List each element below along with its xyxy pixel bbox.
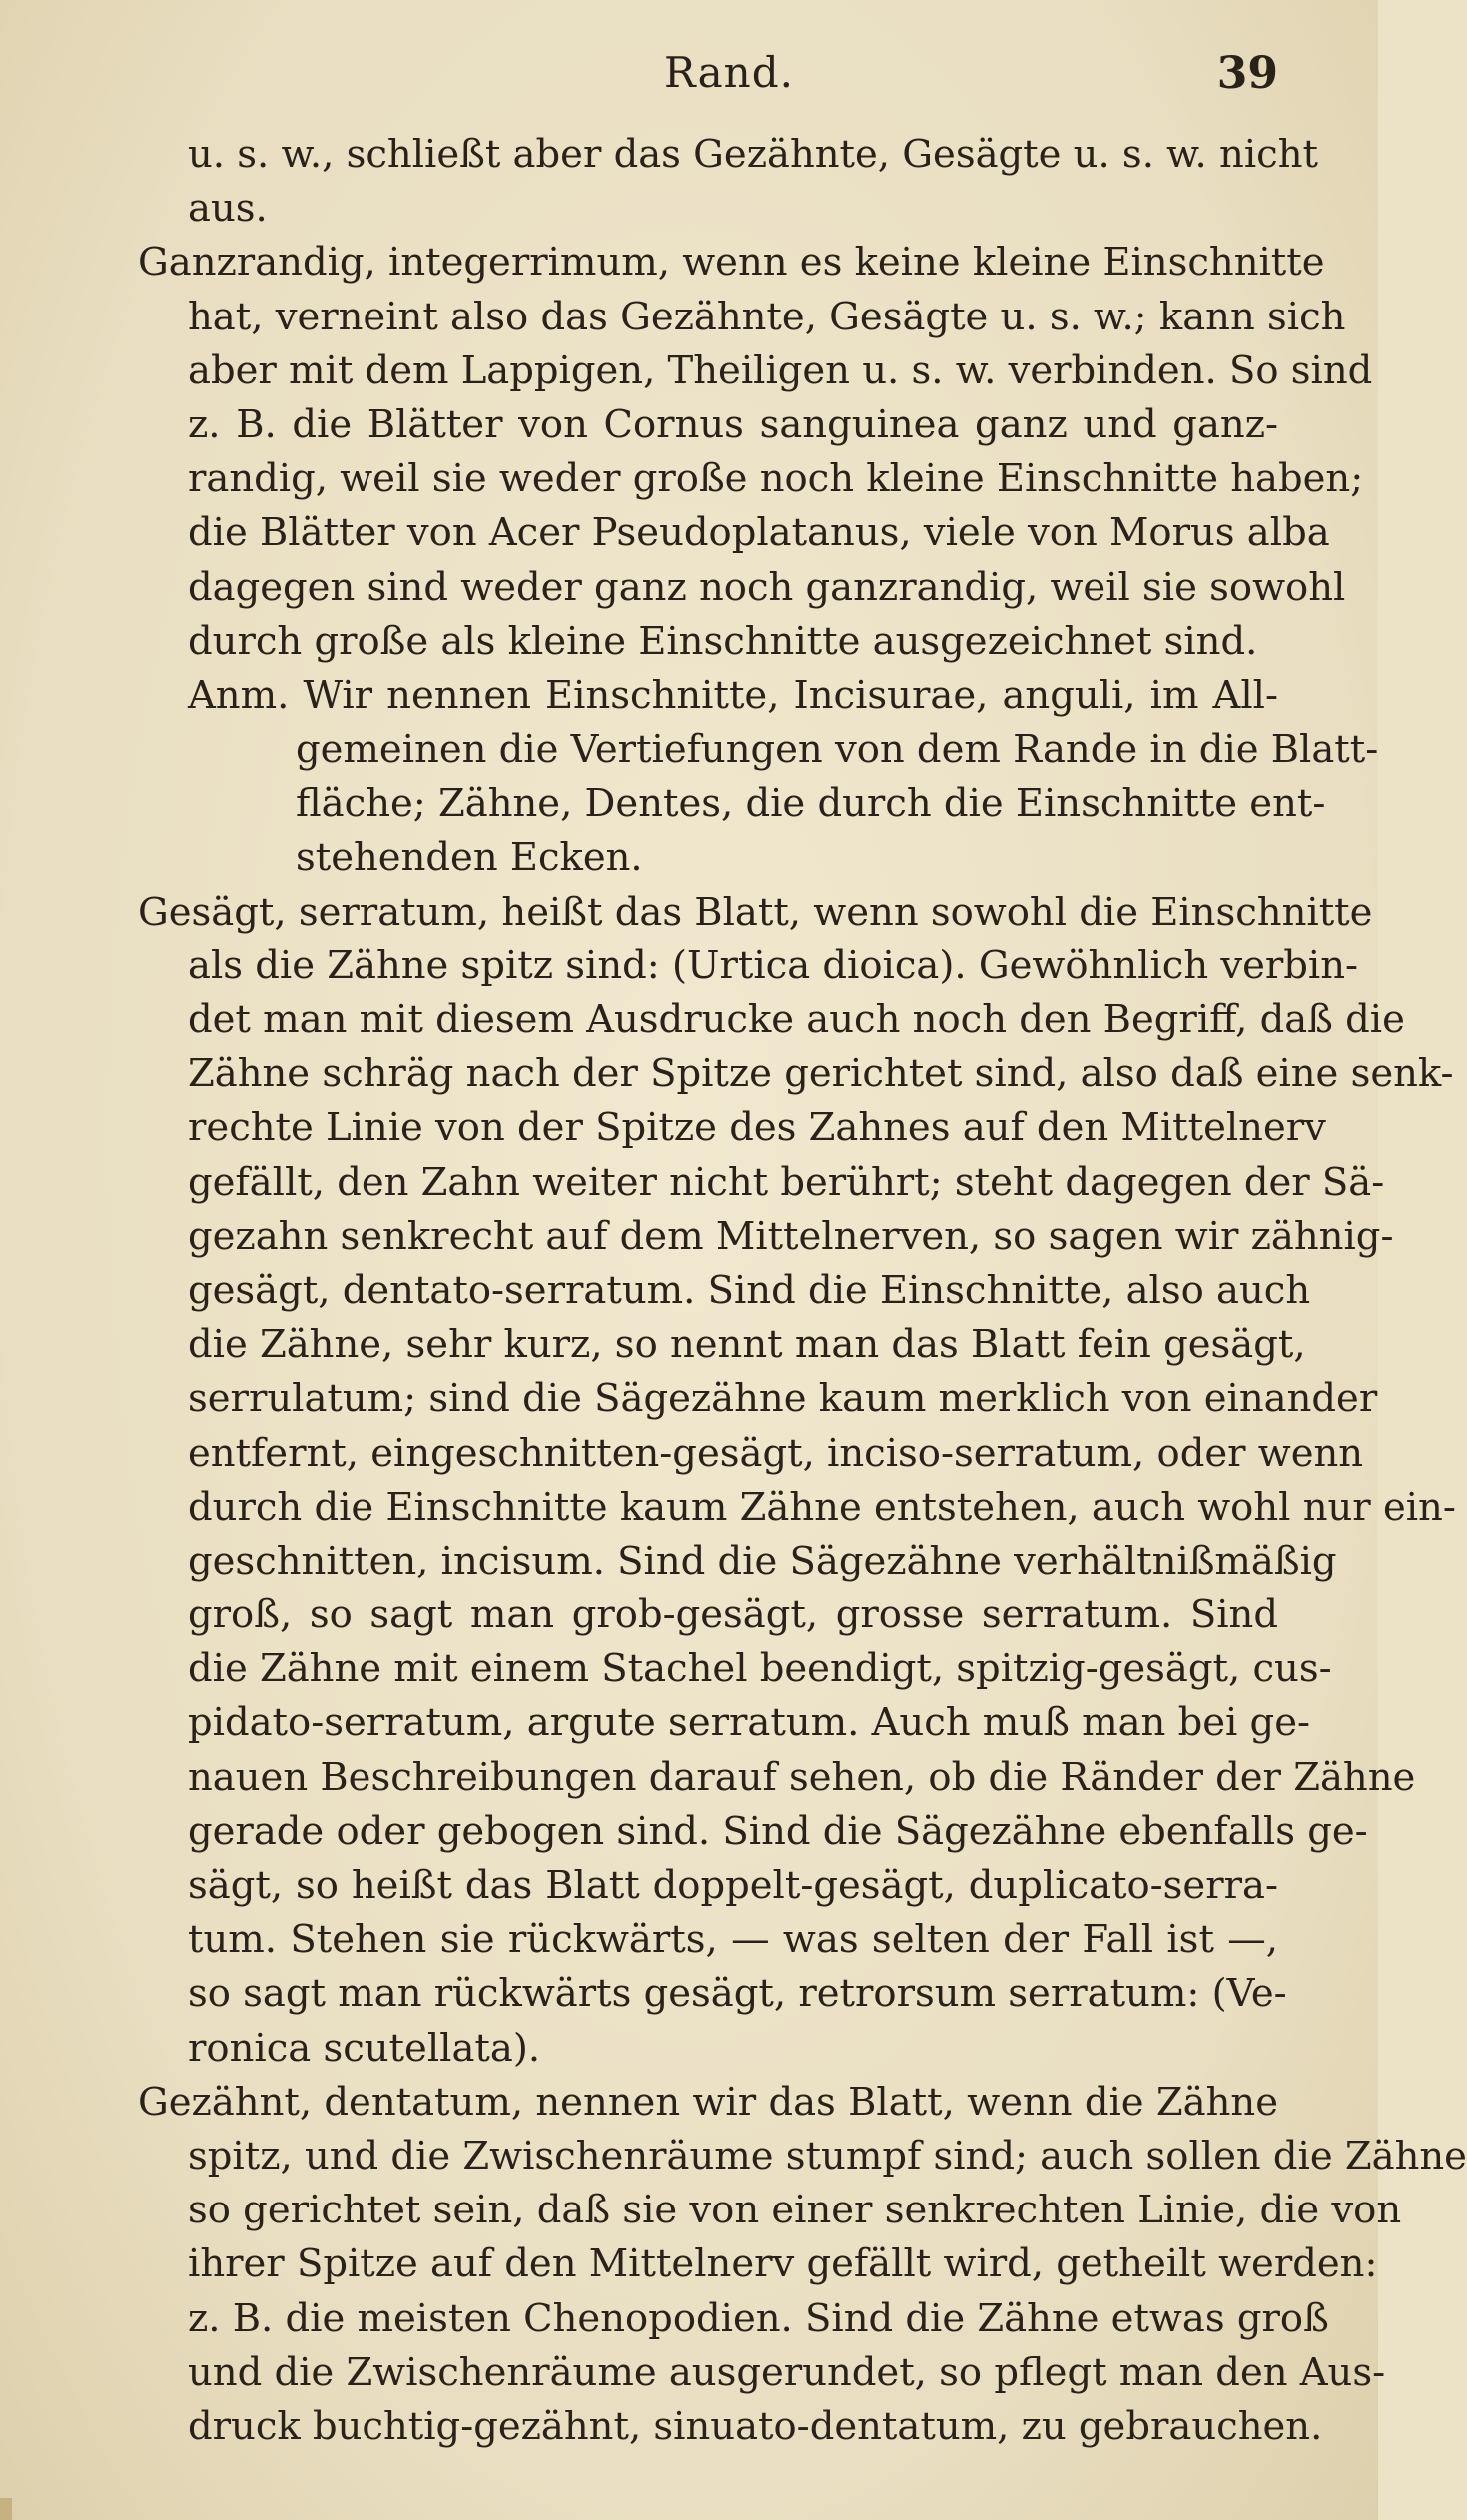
running-head: Rand. — [664, 48, 794, 97]
page-number: 39 — [1216, 48, 1278, 99]
text-line: pidato-serratum, argute serratum. Auch muß man bei ge- — [188, 1700, 1310, 1746]
entry-gesaegt: Gesägt, serratum, heißt das Blatt, wenn sowohl die Einschnitte — [138, 889, 1373, 935]
text-line: u. s. w., schließt aber das Gezähnte, Gesägte u. s. w. nicht — [188, 132, 1318, 177]
text-line: rechte Linie von der Spitze des Zahnes auf den Mittelnerv — [188, 1105, 1326, 1151]
page-edge-mark — [0, 2498, 12, 2520]
text-line: gemeinen die Vertiefungen von dem Rande in die Blatt- — [296, 727, 1379, 773]
text-line: so sagt man rückwärts gesägt, retrorsum serratum: (Ve- — [188, 1971, 1287, 2017]
text-line: durch große als kleine Einschnitte ausgezeichnet sind. — [188, 618, 1258, 664]
note-anm: Anm. Wir nennen Einschnitte, Incisurae, anguli, im All- — [188, 672, 1278, 718]
text-line: gezahn senkrecht auf dem Mittelnerven, so sagen wir zähnig- — [188, 1213, 1394, 1259]
entry-ganzrandig: Ganzrandig, integerrimum, wenn es keine kleine Einschnitte — [138, 240, 1325, 286]
text-line: groß, so sagt man grob-gesägt, grosse serratum. Sind — [188, 1592, 1278, 1638]
text-line: geschnitten, incisum. Sind die Sägezähne verhältnißmäßig — [188, 1538, 1337, 1583]
text-line: aus. — [188, 186, 268, 232]
text-line: fläche; Zähne, Dentes, die durch die Einschnitte ent- — [296, 781, 1326, 827]
text-line: so gerichtet sein, daß sie von einer senkrechten Linie, die von — [188, 2188, 1402, 2233]
body-text — [138, 128, 1467, 2454]
text-line: randig, weil sie weder große noch kleine Einschnitte haben; — [188, 456, 1364, 502]
text-line: gesägt, dentato-serratum. Sind die Einschnitte, also auch — [188, 1267, 1311, 1313]
text-line: aber mit dem Lappigen, Theiligen u. s. w. verbinden. So sind — [188, 347, 1373, 393]
text-line: z. B. die meisten Chenopodien. Sind die Zähne etwas groß — [188, 2295, 1329, 2341]
text-line: hat, verneint also das Gezähnte, Gesägte u. s. w.; kann sich — [188, 294, 1346, 339]
text-line: und die Zwischenräume ausgerundet, so pflegt man den Aus- — [188, 2349, 1386, 2395]
page-header — [180, 48, 1278, 112]
text-line: die Zähne mit einem Stachel beendigt, spitzig-gesägt, cus- — [188, 1646, 1332, 1692]
text-line: die Blätter von Acer Pseudoplatanus, viele von Morus alba — [188, 510, 1330, 556]
text-line: gerade oder gebogen sind. Sind die Sägezähne ebenfalls ge- — [188, 1808, 1368, 1854]
text-line: det man mit diesem Ausdrucke auch noch den Begriff, daß die — [188, 997, 1405, 1042]
text-line: druck buchtig-gezähnt, sinuato-dentatum, zu gebrauchen. — [188, 2403, 1323, 2449]
text-line: durch die Einschnitte kaum Zähne entstehen, auch wohl nur ein- — [188, 1484, 1456, 1530]
text-line: sägt, so heißt das Blatt doppelt-gesägt, duplicato-serra- — [188, 1863, 1278, 1908]
text-line: tum. Stehen sie rückwärts, — was selten der Fall ist —, — [188, 1917, 1278, 1963]
text-line: gefällt, den Zahn weiter nicht berührt; steht dagegen der Sä- — [188, 1159, 1385, 1205]
text-line: ronica scutellata). — [188, 2025, 541, 2071]
text-line: als die Zähne spitz sind: (Urtica dioica). Gewöhnlich verbin- — [188, 943, 1359, 988]
text-line: serrulatum; sind die Sägezähne kaum merklich von einander — [188, 1376, 1378, 1422]
entry-gezaehnt: Gezähnt, dentatum, nennen wir das Blatt, wenn die Zähne — [138, 2079, 1278, 2125]
text-line: entfernt, eingeschnitten-gesägt, inciso-serratum, oder wenn — [188, 1430, 1364, 1476]
text-line: nauen Beschreibungen darauf sehen, ob die Ränder der Zähne — [188, 1754, 1416, 1800]
text-line: Zähne schräg nach der Spitze gerichtet sind, also daß eine senk- — [188, 1051, 1454, 1097]
text-line: stehenden Ecken. — [296, 835, 643, 881]
text-line: z. B. die Blätter von Cornus sanguinea ganz und ganz- — [188, 401, 1278, 447]
text-line: dagegen sind weder ganz noch ganzrandig, weil sie sowohl — [188, 564, 1346, 610]
text-line: die Zähne, sehr kurz, so nennt man das Blatt fein gesägt, — [188, 1322, 1306, 1368]
text-line: spitz, und die Zwischenräume stumpf sind; auch sollen die Zähne — [188, 2133, 1467, 2179]
text-line: ihrer Spitze auf den Mittelnerv gefällt wird, getheilt werden: — [188, 2241, 1378, 2287]
